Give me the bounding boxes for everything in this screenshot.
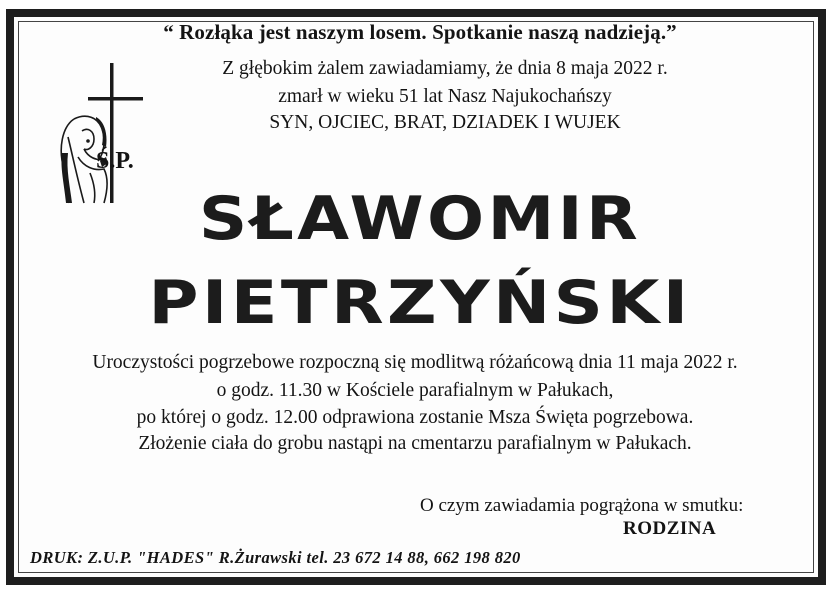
- intro-line-age: zmarł w wieku 51 lat Nasz Najukochańszy: [278, 86, 612, 107]
- closing-family-signature: RODZINA: [623, 518, 717, 539]
- cross-vertical-beam: [110, 63, 114, 203]
- motto-quote: “ Rozłąka jest naszym losem. Spotkanie naszą nadzieją.”: [163, 20, 677, 44]
- printer-credit: DRUK: Z.U.P. "HADES" R.Żurawski tel. 23 672 14 88, 662 198 820: [30, 548, 521, 567]
- honorific: Ś.P.: [96, 148, 134, 174]
- intro-line-relations: SYN, OJCIEC, BRAT, DZIADEK I WUJEK: [269, 112, 621, 133]
- ceremony-line-church: o godz. 11.30 w Kościele parafialnym w Pałukach,: [216, 380, 614, 401]
- cross-horizontal-beam: [88, 97, 143, 101]
- deceased-last-name: PIETRZYŃSKI: [148, 268, 692, 338]
- intro-line-announcement: Z głębokim żalem zawiadamiamy, że dnia 8 maja 2022 r.: [222, 58, 668, 79]
- ceremony-line-rosary: Uroczystości pogrzebowe rozpoczną się modlitwą różańcową dnia 11 maja 2022 r.: [92, 352, 738, 373]
- ceremony-line-mass: po której o godz. 12.00 odprawiona zostanie Msza Święta pogrzebowa.: [136, 407, 694, 428]
- ceremony-line-burial: Złożenie ciała do grobu nastąpi na cmentarzu parafialnym w Pałukach.: [138, 433, 692, 454]
- closing-grief-line: O czym zawiadamia pogrążona w smutku:: [420, 495, 744, 516]
- deceased-first-name: SŁAWOMIR: [198, 184, 642, 254]
